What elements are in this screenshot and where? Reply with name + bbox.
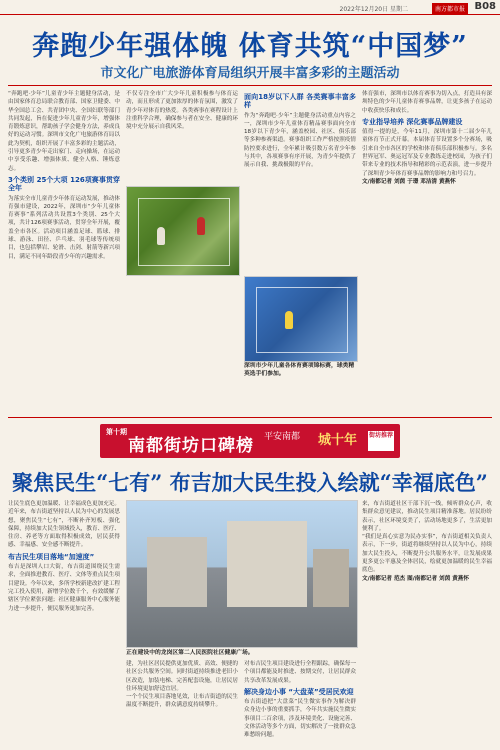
article1-subtitle: 市文化广电旅游体育局组织开展丰富多彩的主题活动 [100,66,400,81]
article2-paragraph: 让民生底色更加温暖、让幸福成色更加充足。近年来，布吉街道坚持以人民为中心的发展思想，聚焦民生“七有”，不断补齐短板、强化保障，持续加大民生领域投入，教育、医疗、住房、养老等方面取得积极成效，居民获得感、幸福感、安全感不断提升。 [8,501,120,549]
article1-column-1 [8,90,120,412]
article2-paragraph: 布吉是深圳人口大街，布吉街道围绕民生需求，全面推进教育、医疗、文体等重点民生项目建设。今年以来，多所学校新建改扩建工程完工投入使用，新增学位数千个，有效缓解了辖区学位紧张问题；社区健康服务中心服务能力进一步提升，便民服务更加完善。 [8,564,120,612]
banner-sub-b: 城十年 [318,433,358,448]
page-header [0,0,500,15]
article1-paragraph: 作为“奔跑吧·少年”主题健身活动重点内容之一，深圳市少年儿童体育精品赛事面向全市18岁以下青少年，涵盖校园、社区、俱乐部等多种参赛渠道。赛事组织工作严格按照疫情防控要求进行，全年累计吸引数万名青少年参与其中，各项赛事有序开展，为青少年提供了展示自我、挑战极限的平台。 [244,112,356,169]
article1-photo-caption: 深圳市少年儿童各体育赛项锦标赛，球类精英选手们参加。 [244,363,355,377]
divider [8,417,492,418]
issue-date: 2022年12月20日 星期二 [339,6,408,13]
article2-column-2 [126,660,238,745]
article1-byline: 文/南都记者 刘茵 于璟 邓洁清 黄燕怀 [362,178,456,185]
page-number: B08 [474,1,496,12]
article1-paragraph: 不仅专注全市广大少年儿童积极参与体育运动，而且形成了更加浓厚的体育氛围，激发了青少年对体育的热爱。各类赛事在赛程设计上注重科学合理，确保参与者在安全、健康的环境中充分展示自我风采。 [126,91,238,131]
article1-paragraph: 为落实全市儿童青少年体育运动发展，推动体育强市建设，2022年，深圳市“少年儿童体育赛事”系列活动共设置3个类别、25个大项，共计126项赛事活动，贯穿全年开展，覆盖全市各区。活动项目涵盖足球、篮球、排球、游泳、田径、乒乓球、羽毛球等传统项目，也包括攀岩、轮滑、击剑、射箭等新兴项目，满足不同年龄段青少年的兴趣需求。 [8,195,120,260]
player-figure [157,227,165,245]
player-figure [197,217,205,235]
article1-photo-2 [244,276,358,362]
article2-column-4 [362,500,492,745]
article2-column-3 [244,660,356,745]
article2-paragraph: 一个个民生项目落地见效，让布吉街道的民生温度不断提升，群众满意度持续攀升。 [126,694,238,709]
article1-title: 奔跑少年强体魄 体育共筑“中国梦” [32,31,468,62]
article1-crosshead-1: 3个类别 25个大项 126项赛事贯穿全年 [8,175,120,193]
article2-paragraph: “我们是真心实意为民办实事”，布吉街道相关负责人表示，下一步，街道将继续坚持以人民为中心，持续加大民生投入，不断提升公共服务水平，让发展成果更多更公平惠及全体居民，绘就更加温暖的民生幸福底色。 [362,534,492,574]
article2-paragraph: 布吉街道把“大盘菜”民生微实事作为解决群众身边小事的重要抓手，今年共实施民生微实事项目二百余项，涉及环境美化、设施完善、文体活动等多个方面，切实解决了一批群众急难愁盼问题。 [244,699,356,739]
article1-photo [126,186,240,276]
article1-paragraph: 值得一提的是，今年11月，深圳市第十二届少年儿童体育节正式开幕。本届体育节设置多个分赛场，吸引来自全市各区的学校和体育俱乐部积极参与。多名世界冠军、奥运冠军及专业教练走进校园，为孩子们带来专业的技术指导和精彩的示范表演，进一步提升了深圳青少年体育赛事品牌的影响力和号召力。 [362,129,492,177]
article2-paragraph: 对布吉民生项目建设进行全程跟踪，确保每一个项目都能及时推进、按期交付，让居民群众共享改革发展成果。 [244,661,356,684]
section-tag: 南方都市报 [432,3,468,14]
article1-column-4 [362,90,492,412]
article2-photo [126,500,358,648]
article2-crosshead-1: 布吉民生项目落地“加速度” [8,552,95,561]
player-figure [285,311,293,329]
banner-issue: 第十期 [106,428,127,436]
article2-paragraph: 建，为社区居民提供更加优质、高效、便捷的社区公共服务空间。同时街道持续推进老旧小区改造，加装电梯、完善配套设施，让居民居住环境更加舒适宜居。 [126,661,238,692]
article2-byline: 文/南都记者 范杰 图/南都记者 刘茵 黄燕怀 [362,575,469,582]
article2-crosshead-2: 解决身边小事 “大盘菜”受居民欢迎 [244,687,354,696]
article2-column-1 [8,500,120,745]
building [313,549,349,607]
court-lines [256,287,348,353]
article2-paragraph: 来，布吉街道社区干部下沉一线，倾听群众心声，收集群众意见建议，推动民生项目精准落地。居民纷纷表示，社区环境变美了，活动场地更多了，生活更加便利了。 [362,501,492,532]
article1-column-2-top [126,90,238,190]
article2-title: 聚焦民生“七有” 布吉加大民生投入绘就“幸福底色” [12,470,488,495]
banner-title: 南都街坊口碑榜 [128,436,254,456]
article2-photo-caption: 正在建设中的龙岗区第二人民医院社区健康广场。 [126,650,254,656]
banner-stamp: 街坊推荐 [368,431,394,451]
court-lines [138,198,230,267]
building [227,521,307,607]
banner-sub-a: 平安南都 [264,432,301,442]
article1-paragraph: “奔跑吧·少年”儿童青少年主题健身活动，是由国家体育总局联合教育部、国家卫健委、中华全国总工会、共青团中央、全国妇联等部门共同发起，旨在促进少年儿童青少年，增强体育锻炼意识，帮助孩子学会健身方法，养成良好的运动习惯。深圳市文化广电旅游体育局以此为契机，组织开展了丰富多彩的主题活动，引导更多青少年走出家门、走向操场，在运动中享受乐趣、增强体质、健全人格、锤炼意志。 [8,91,120,172]
article1-paragraph: 体育强市，深圳市以体育赛事为切入点，打造具有深圳特色的少年儿童体育赛事品牌，让更多孩子在运动中收获快乐和成长。 [362,91,492,114]
building [147,537,207,607]
article1-crosshead-2: 面向18岁以下人群 各类赛事丰富多样 [244,93,356,110]
column-banner [100,424,400,458]
divider [8,85,492,86]
article1-crosshead-3: 专业指导培养 深化赛事品牌建设 [362,117,463,126]
